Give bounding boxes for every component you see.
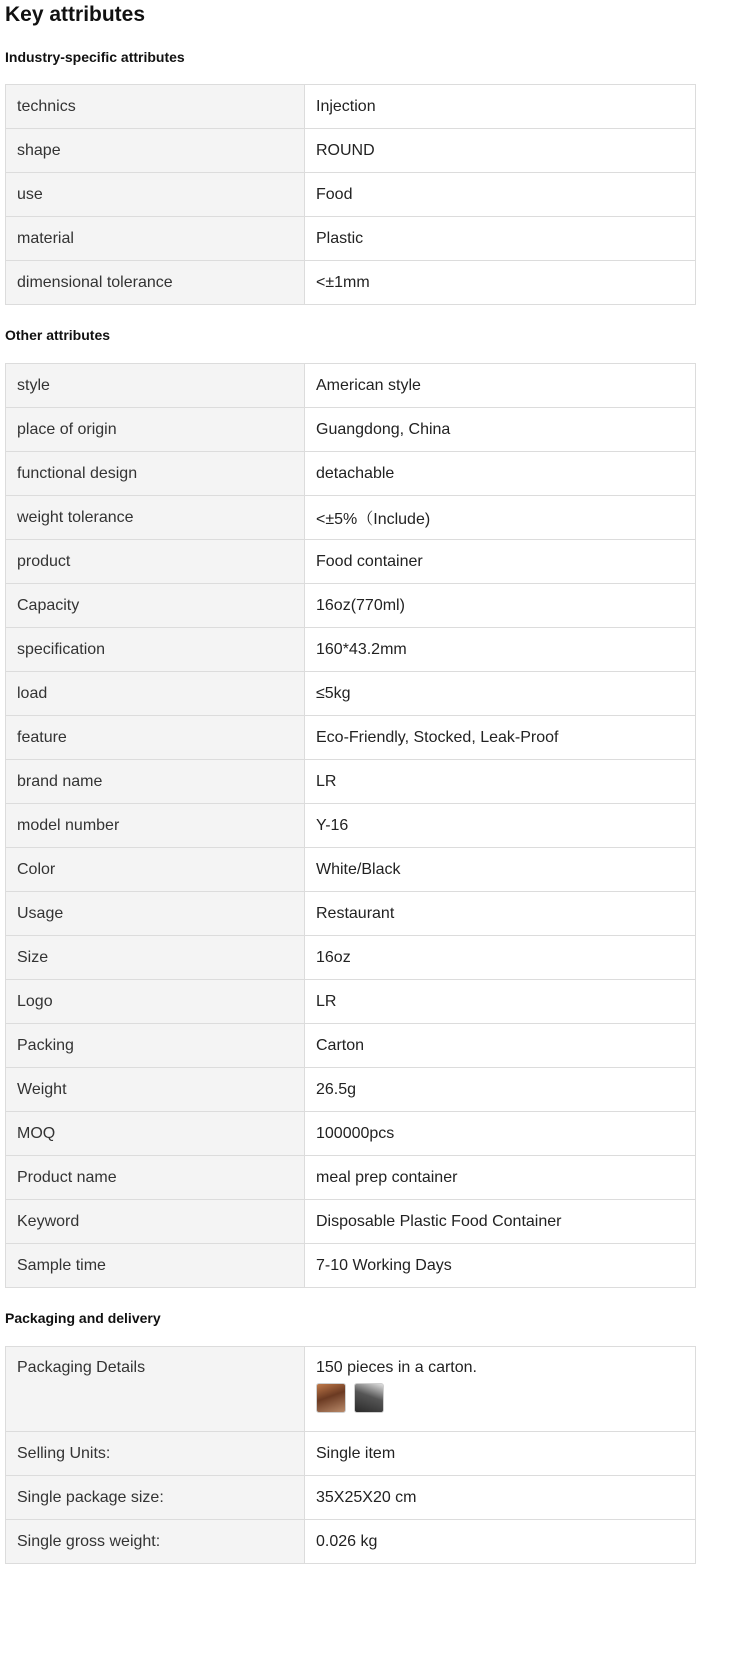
- table-row: [6, 1024, 696, 1068]
- attribute-value: American style: [305, 364, 696, 408]
- attribute-key: use: [6, 173, 305, 217]
- attribute-value: Eco-Friendly, Stocked, Leak-Proof: [305, 716, 696, 760]
- table-row: [6, 980, 696, 1024]
- attribute-value: 100000pcs: [305, 1112, 696, 1156]
- attribute-value: 16oz(770ml): [305, 584, 696, 628]
- attribute-key: material: [6, 217, 305, 261]
- attribute-value: detachable: [305, 452, 696, 496]
- table-row: [6, 452, 696, 496]
- table-row: [6, 261, 696, 305]
- attribute-key: Sample time: [6, 1244, 305, 1288]
- attribute-value: <±1mm: [305, 261, 696, 305]
- attribute-value: Carton: [305, 1024, 696, 1068]
- table-row: [6, 173, 696, 217]
- attribute-value: 35X25X20 cm: [305, 1476, 696, 1520]
- table-row: [6, 1068, 696, 1112]
- packaging-table: [5, 1346, 696, 1564]
- other-attributes-heading: Other attributes: [5, 327, 111, 343]
- attribute-key: Usage: [6, 892, 305, 936]
- table-row: [6, 217, 696, 261]
- attribute-value: LR: [305, 980, 696, 1024]
- table-row: [6, 628, 696, 672]
- attribute-value: meal prep container: [305, 1156, 696, 1200]
- attribute-key: Packing: [6, 1024, 305, 1068]
- attribute-value: ROUND: [305, 129, 696, 173]
- attribute-key: Color: [6, 848, 305, 892]
- table-row: [6, 936, 696, 980]
- attribute-value: 7-10 Working Days: [305, 1244, 696, 1288]
- packaging-thumbnail-image[interactable]: [354, 1383, 384, 1413]
- other-attributes-table: [5, 363, 696, 1288]
- attribute-key: MOQ: [6, 1112, 305, 1156]
- table-row: [6, 760, 696, 804]
- attribute-value: 150 pieces in a carton.: [316, 1359, 477, 1376]
- table-row: [6, 1244, 696, 1288]
- table-row: [6, 1432, 696, 1476]
- attribute-key: technics: [6, 85, 305, 129]
- attribute-key: functional design: [6, 452, 305, 496]
- attribute-key: Selling Units:: [6, 1432, 305, 1476]
- attribute-key: Single package size:: [6, 1476, 305, 1520]
- page-title: Key attributes: [5, 3, 146, 26]
- table-row: [6, 1112, 696, 1156]
- table-row: [6, 1476, 696, 1520]
- attribute-key: product: [6, 540, 305, 584]
- attribute-value: Guangdong, China: [305, 408, 696, 452]
- attribute-value: 160*43.2mm: [305, 628, 696, 672]
- attribute-value: Single item: [305, 1432, 696, 1476]
- attribute-value: 26.5g: [305, 1068, 696, 1112]
- attribute-key: load: [6, 672, 305, 716]
- table-row: [6, 496, 696, 540]
- table-row: [6, 408, 696, 452]
- attribute-value: Restaurant: [305, 892, 696, 936]
- table-row: [6, 129, 696, 173]
- table-row: [6, 1156, 696, 1200]
- attribute-key: weight tolerance: [6, 496, 305, 540]
- attribute-value: Injection: [305, 85, 696, 129]
- table-row: [6, 364, 696, 408]
- attribute-value-cell: [305, 1347, 696, 1432]
- table-row: [6, 1520, 696, 1564]
- attribute-value: Plastic: [305, 217, 696, 261]
- attribute-value: Food container: [305, 540, 696, 584]
- table-row: [6, 804, 696, 848]
- attribute-key: Single gross weight:: [6, 1520, 305, 1564]
- table-row: [6, 672, 696, 716]
- packaging-thumbnails: [316, 1383, 684, 1413]
- attribute-key: model number: [6, 804, 305, 848]
- attribute-value: LR: [305, 760, 696, 804]
- attribute-key: style: [6, 364, 305, 408]
- attribute-key: Packaging Details: [6, 1347, 305, 1432]
- attribute-key: feature: [6, 716, 305, 760]
- table-row: [6, 848, 696, 892]
- attribute-value: ≤5kg: [305, 672, 696, 716]
- attribute-value: Disposable Plastic Food Container: [305, 1200, 696, 1244]
- table-row: [6, 85, 696, 129]
- attribute-key: Size: [6, 936, 305, 980]
- table-row: [6, 892, 696, 936]
- attribute-value: <±5%（Include): [305, 496, 696, 540]
- attribute-key: Capacity: [6, 584, 305, 628]
- table-row: [6, 1347, 696, 1432]
- table-row: [6, 1200, 696, 1244]
- attribute-key: dimensional tolerance: [6, 261, 305, 305]
- attribute-value: 16oz: [305, 936, 696, 980]
- attribute-value: 0.026 kg: [305, 1520, 696, 1564]
- table-row: [6, 584, 696, 628]
- attribute-key: Keyword: [6, 1200, 305, 1244]
- attribute-key: specification: [6, 628, 305, 672]
- packaging-heading: Packaging and delivery: [5, 1310, 161, 1326]
- attribute-value: Y-16: [305, 804, 696, 848]
- attribute-key: brand name: [6, 760, 305, 804]
- industry-attributes-table: [5, 84, 696, 305]
- table-row: [6, 540, 696, 584]
- packaging-thumbnail-image[interactable]: [316, 1383, 346, 1413]
- attribute-value: Food: [305, 173, 696, 217]
- attribute-value: White/Black: [305, 848, 696, 892]
- industry-attributes-heading: Industry-specific attributes: [5, 49, 185, 65]
- attribute-key: place of origin: [6, 408, 305, 452]
- attribute-key: Logo: [6, 980, 305, 1024]
- attribute-key: shape: [6, 129, 305, 173]
- table-row: [6, 716, 696, 760]
- attribute-key: Weight: [6, 1068, 305, 1112]
- attribute-key: Product name: [6, 1156, 305, 1200]
